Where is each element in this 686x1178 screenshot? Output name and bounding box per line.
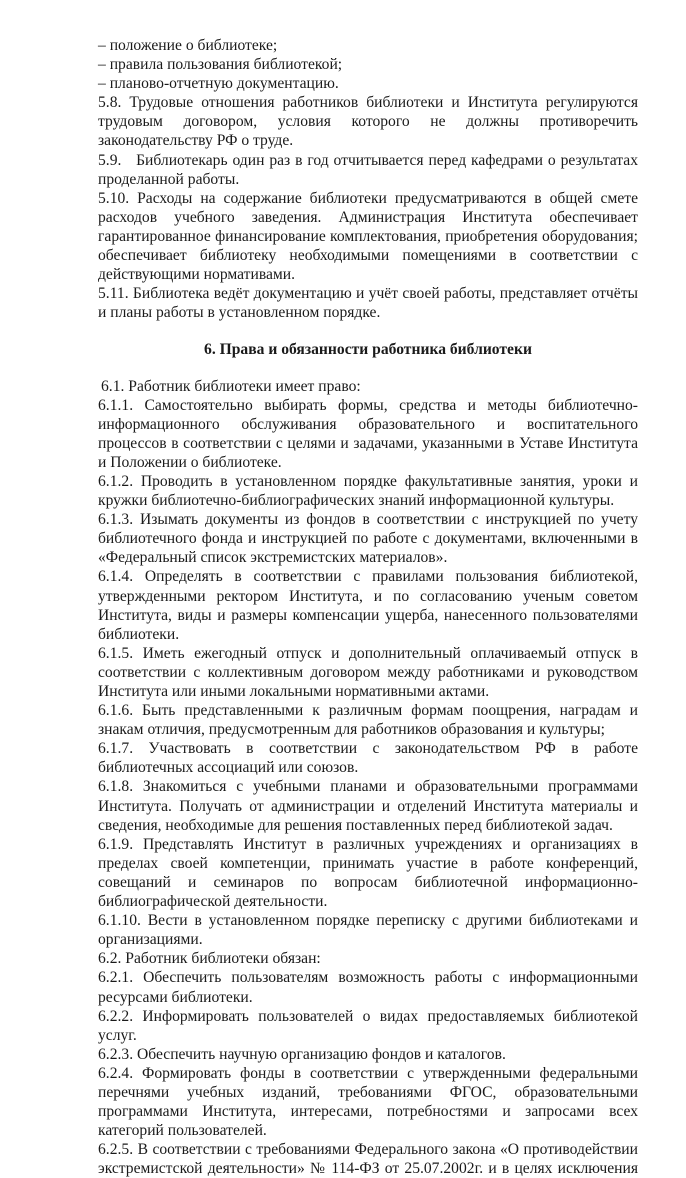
paragraph-6-1-1: 6.1.1. Самостоятельно выбирать формы, средства и методы библиотечно-информационного обслуживания образовательного и воспитательного процессов в соответствии с целями и задачами, указанными в Уставе Института и Положении о библиотеке.	[98, 396, 638, 471]
paragraph-6-1-6: 6.1.6. Быть представленными к различным формам поощрения, наградам и знакам отличия, предусмотренным для работников образования и культуры;	[98, 702, 638, 739]
paragraph-6-2-5: 6.2.5. В соответствии с требованиями Федерального закона «О противодействии экстремистской деятельности» № 114-ФЗ от 25.07.2002г. и в целях исключения	[98, 1141, 638, 1178]
paragraph-6-2-2: 6.2.2. Информировать пользователей о видах предоставляемых библиотекой услуг.	[98, 1007, 638, 1044]
paragraph-6-1-10: 6.1.10. Вести в установленном порядке переписку с другими библиотеками и организациями.	[98, 912, 638, 949]
paragraph-5-11: 5.11. Библиотека ведёт документацию и учёт своей работы, представляет отчёты и планы работы в установленном порядке.	[98, 285, 638, 322]
paragraph-5-10: 5.10. Расходы на содержание библиотеки предусматриваются в общей смете расходов учебного заведения. Администрация Института обеспечивает гарантированное финансирование комплектования, приобретения оборудования; обеспечивает библиотеку необходимыми помещениями в соответствии с действующими нормативами.	[98, 189, 638, 284]
paragraph-6-2-1: 6.2.1. Обеспечить пользователям возможность работы с информационными ресурсами библиотеки.	[98, 969, 638, 1006]
paragraph-6-1-5: 6.1.5. Иметь ежегодный отпуск и дополнительный оплачиваемый отпуск в соответствии с коллективным договором между работниками и руководством Института или иными локальными нормативными актами.	[98, 644, 638, 700]
list-item: – планово-отчетную документацию.	[98, 75, 339, 93]
paragraph-6-1-3: 6.1.3. Изымать документы из фондов в соответствии с инструкцией по учету библиотечного фонда и инструкцией по работе с документами, включенными в «Федеральный список экстремистских материалов».	[98, 511, 638, 567]
paragraph-6-1: 6.1. Работник библиотеки имеет право:	[101, 377, 361, 395]
paragraph-6-2: 6.2. Работник библиотеки обязан:	[98, 950, 321, 968]
list-item: – правила пользования библиотекой;	[98, 56, 343, 74]
document-page	[98, 36, 642, 1178]
section-6-heading: 6. Права и обязанности работника библиотеки	[204, 341, 532, 359]
list-item: – положение о библиотеке;	[98, 37, 278, 54]
paragraph-6-1-8: 6.1.8. Знакомиться с учебными планами и образовательными программами Института. Получать от администрации и отделений Института материалы и сведения, необходимые для решения поставленных перед библиотекой задач.	[98, 778, 638, 834]
paragraph-6-1-2: 6.1.2. Проводить в установленном порядке факультативные занятия, уроки и кружки библиотечно-библиографических знаний информационной культуры.	[98, 472, 638, 510]
paragraph-5-8: 5.8. Трудовые отношения работников библиотеки и Института регулируются трудовым договором, условия которого не должны противоречить законодательству РФ о труде.	[98, 94, 638, 150]
paragraph-6-2-3: 6.2.3. Обеспечить научную организацию фондов и каталогов.	[98, 1045, 506, 1063]
paragraph-6-1-7: 6.1.7. Участвовать в соответствии с законодательством РФ в работе библиотечных ассоциаций или союзов.	[98, 740, 638, 777]
paragraph-5-9: 5.9. Библиотекарь один раз в год отчитывается перед кафедрами о результатах проделанной работы.	[98, 151, 642, 188]
paragraph-6-2-4: 6.2.4. Формировать фонды в соответствии с утвержденными федеральными перечнями учебных изданий, требованиями ФГОС, образовательными программами Института, интересами, потребностями и запросами всех категорий пользователей.	[98, 1064, 638, 1140]
paragraph-6-1-9: 6.1.9. Представлять Институт в различных учреждениях и организациях в пределах своей компетенции, принимать участие в работе конференций, совещаний и семинаров по вопросам библиотечной информационно-библиографической деятельности.	[98, 835, 638, 911]
paragraph-6-1-4: 6.1.4. Определять в соответствии с правилами пользования библиотекой, утвержденными ректором Института, и по согласованию ученым советом Института, виды и размеры компенсации ущерба, нанесенного пользователями библиотеки.	[98, 568, 638, 643]
